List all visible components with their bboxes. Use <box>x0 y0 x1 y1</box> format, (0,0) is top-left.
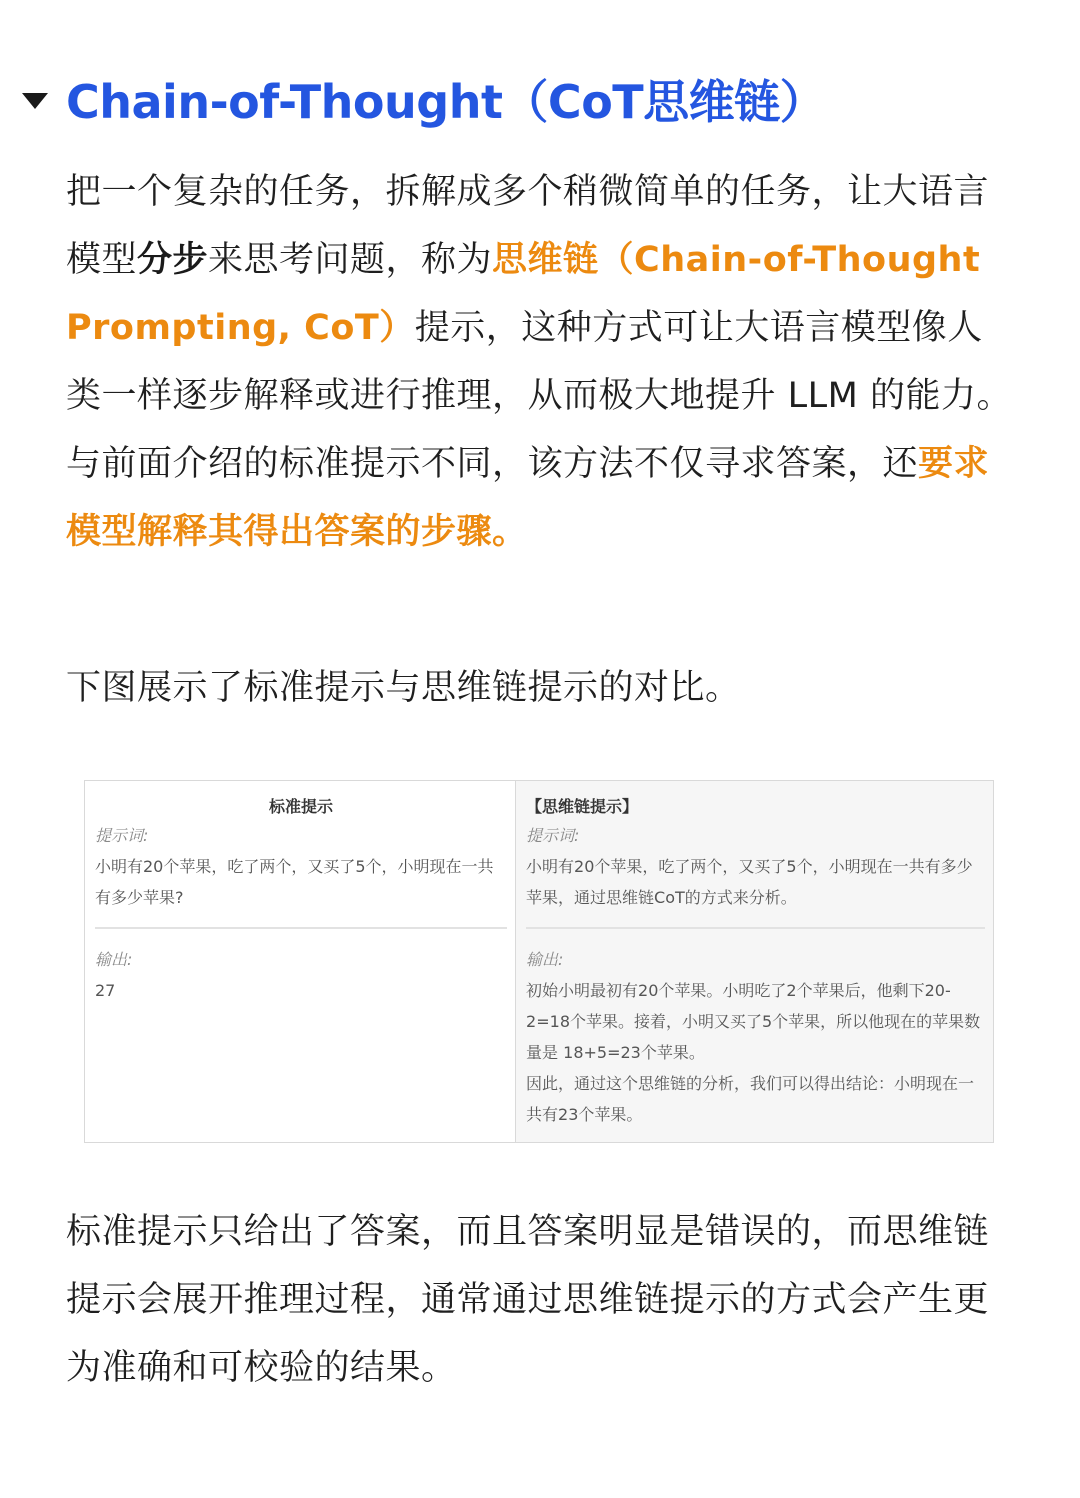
intro-highlight-steps: 要求模型解释其得出答案的步骤。 <box>66 444 990 552</box>
intro-highlight-cot: 思维链（Chain-of-Thought Prompting, CoT） <box>66 240 981 348</box>
comparison-table <box>84 780 994 1143</box>
standard-prompt-label: 提示词: <box>95 826 149 845</box>
intro-bold-step: 分步 <box>137 240 209 280</box>
intro-text-3: 提示，这种方式可让大语言模型像人类一样逐步解释或进行推理，从而极大地提升 LLM 的能力。与前面介绍的标准提示不同，该方法不仅寻求答案，还 <box>66 308 1012 484</box>
section-title: Chain-of-Thought（CoT思维链） <box>66 75 826 129</box>
column-divider <box>95 927 507 929</box>
cot-prompt-label: 提示词: <box>526 826 580 845</box>
cot-output-text-1: 初始小明最初有20个苹果。小明吃了2个苹果后，他剩下20-2=18个苹果。接着，小明又买了5个苹果，所以他现在的苹果数量是 18+5=23个苹果。 <box>526 980 981 1062</box>
column-divider <box>526 927 985 929</box>
standard-prompt-title: 标准提示 <box>269 797 334 816</box>
standard-prompt-column <box>85 781 516 1142</box>
triangle-down-icon[interactable] <box>22 93 48 109</box>
cot-output-text-2: 因此，通过这个思维链的分析，我们可以得出结论：小明现在一共有23个苹果。 <box>526 1073 975 1124</box>
standard-prompt-text: 小明有20个苹果，吃了两个，又买了5个，小明现在一共有多少苹果? <box>95 857 494 907</box>
cot-prompt-column <box>516 781 993 1142</box>
intro-text-1: 把一个复杂的任务，拆解成多个稍微简单的任务，让大语言模型 <box>66 172 990 280</box>
cot-output-label: 输出: <box>526 949 564 969</box>
cot-prompt-title: 【思维链提示】 <box>526 797 639 816</box>
section-heading <box>22 66 825 132</box>
cot-prompt-text: 小明有20个苹果，吃了两个，又买了5个，小明现在一共有多少苹果，通过思维链CoT的方式来分析。 <box>526 857 973 907</box>
intro-text-2: 来思考问题，称为 <box>208 240 493 280</box>
standard-output-text: 27 <box>95 980 116 1000</box>
standard-output-label: 输出: <box>95 949 133 969</box>
figure-caption: 下图展示了标准提示与思维链提示的对比。 <box>66 668 741 708</box>
intro-paragraph <box>66 158 1016 566</box>
conclusion-paragraph: 标准提示只给出了答案，而且答案明显是错误的，而思维链提示会展开推理过程，通常通过思维链提示的方式会产生更为准确和可校验的结果。 <box>66 1212 990 1388</box>
